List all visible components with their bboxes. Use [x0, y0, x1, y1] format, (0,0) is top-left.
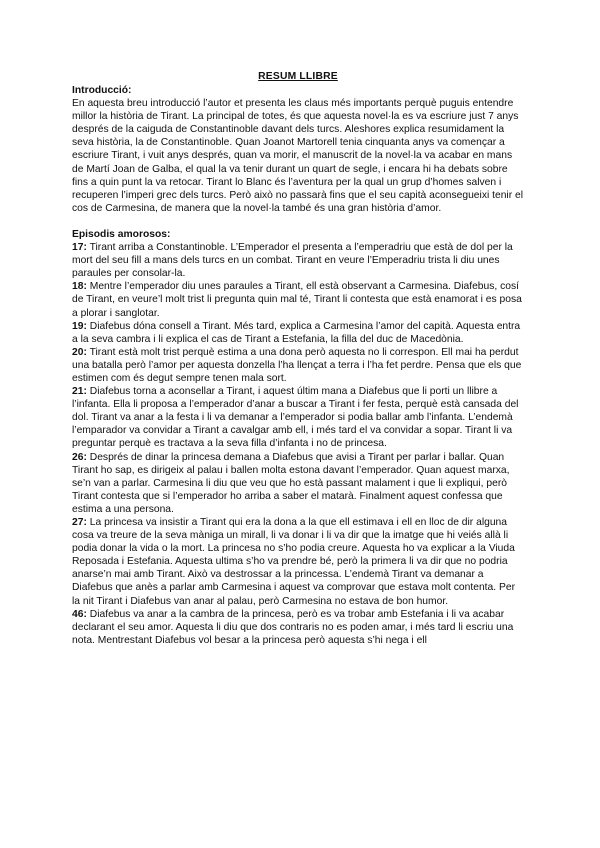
intro-heading: Introducció:	[72, 85, 132, 96]
episode-number: 20:	[72, 346, 87, 358]
episode-paragraph	[72, 346, 524, 385]
episode-paragraph	[72, 320, 524, 346]
episode-paragraph	[72, 451, 524, 516]
episode-number: 21:	[72, 386, 87, 398]
episode-number: 46:	[72, 608, 87, 620]
episode-paragraph	[72, 241, 524, 280]
document-page	[72, 70, 524, 647]
episode-text: Diafebus torna a aconsellar a Tirant, i aquest últim mana a Diafebus que li porti un llibre a l’infanta. Ella li proposa a l’emperador d’anar a buscar a Tirant i fer festa, perquè està cansada del dol. Tirant va anar a la festa i li va demanar a l’emperador si podia ballar amb l’infanta. L’endemà l’emparador va convidar a Tirant a cavalgar amb ell, i més tard el va convidar a sopar. Tirant li va preguntar perquè es tractava a la seva filla d’infanta i no de princesa.	[72, 386, 519, 450]
episode-text: Tirant arriba a Constantinoble. L’Emperador el presenta a l’emperadriu que està de dol per la mort del seu fill a mans dels turcs en un combat. Tirant en veure l’Emperadriu trista li diu unes paraules per consolar-la.	[72, 242, 513, 280]
episode-number: 18:	[72, 281, 87, 293]
episode-number: 27:	[72, 517, 87, 528]
section-spacer	[72, 215, 524, 228]
episodes-heading: Episodis amorosos:	[72, 228, 171, 240]
episode-paragraph	[72, 516, 524, 608]
episode-text: Tirant està molt trist perquè estima a una dona però aquesta no li correspon. Ell mai ha perdut una batalla però l’amor per aquesta donzella l’ha llençat a terra i l’ha fet perdre. Pensa que els que estimen com és degut sempre tenen mala sort.	[72, 346, 522, 384]
episode-text: Diafebus dóna consell a Tirant. Més tard, explica a Carmesina l’amor del capità. Aquesta entra a la seva cambra i li explica el cas de Tirant a Estefania, la filla del duc de Macedònia.	[72, 320, 521, 345]
episode-paragraph	[72, 280, 524, 319]
episode-paragraph	[72, 385, 524, 450]
episode-text: Diafebus va anar a la cambra de la princesa, però es va trobar amb Estefania i li va acabar declarant el seu amor. Aquesta li diu que dos contraris no es poden amar, i més tard li escriu una nota. Mentrestant Diafebus vol besar a la princesa però aquesta s’hi nega i ell	[72, 608, 514, 646]
episodes-list	[72, 241, 524, 647]
episode-number: 17:	[72, 242, 87, 254]
episode-number: 26:	[72, 451, 87, 463]
intro-paragraph: En aquesta breu introducció l’autor et presenta les claus més importants perquè puguis entendre millor la història de Tirant. La principal de totes, és que aquesta novel·la es va escriure just 7 anys després de la caiguda de Constantinoble davant dels turcs. Aleshores explica resumidament la seva història, la de Constantinoble. Quan Joanot Martorell tenia cinquanta anys va començar a escriure Tirant, i vuit anys després, quan va morir, el manuscrit de la novel·la va acabar en mans de Martí Joan de Galba, el qual la va tenir durant un quart de segle, i encara hi ha debats sobre fins a quin punt la va retocar. Tirant lo Blanc és l’aventura per la qual un grup d’homes salven i recuperen l’imperi grec dels turcs. Però això no passarà fins que el seu capità aconsegueixi tenir el cos de Carmesina, de manera que la novel·la també és una gran història d’amor.	[72, 98, 524, 214]
episode-text: Després de dinar la princesa demana a Diafebus que avisi a Tirant per parlar i ballar. Quan Tirant ho sap, es dirigeix al palau i ballen molta estona davant l’emperador. Quan aquest marxa, se’n van a parlar. Carmesina li diu que veu que ho està passant malament i que li expliqui, però Tirant contesta que si l’emperador ho arriba a saber el matarà. Finalment aquest confessa que estima a una persona.	[72, 451, 510, 515]
document-title: RESUM LLIBRE	[258, 71, 338, 82]
episode-paragraph	[72, 608, 524, 647]
episode-text: Mentre l’emperador diu unes paraules a Tirant, ell està observant a Carmesina. Diafebus, cosí de Tirant, en veure’l molt trist li pregunta quin mal té, Tirant li contesta que està enamorat i es posa a plorar i sanglotar.	[72, 281, 522, 319]
episode-number: 19:	[72, 320, 87, 332]
episode-text: La princesa va insistir a Tirant qui era la dona a la que ell estimava i ell en lloc de dir alguna cosa va treure de la seva màniga un mirall, li va donar i li va dir que la imatge que hi veiés allà li podia donar la vida o la mort. La princesa no s’ho podia creure. Aquesta ho va explicar a la Viuda Reposada i Estefania. Aquesta ultima s’ho va prendre bé, però la primera li va dir que no podria anarse’n mai amb Tirant. Això va destrossar a la princessa. L’endemà Tirant va demanar a Diafebus que anès a parlar amb Carmesina i aquest va comprovar que estava molt contenta. Per la nit Tirant i Diafebus van anar al palau, però Carmesina no estava de bon humor.	[72, 517, 516, 607]
